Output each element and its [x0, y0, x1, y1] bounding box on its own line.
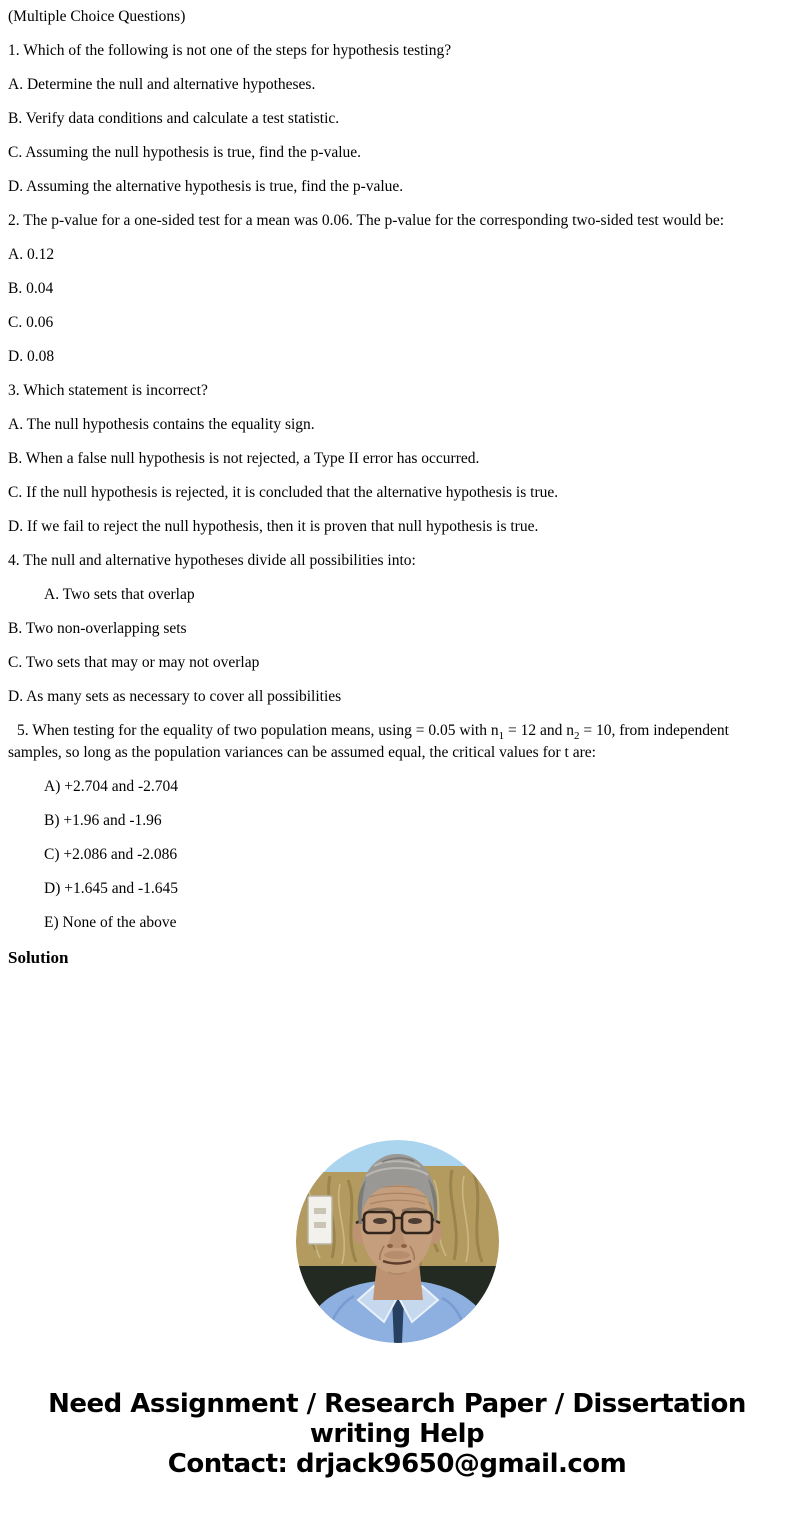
banner-line-1: Need Assignment / Research Paper / Dissertation: [48, 1389, 746, 1419]
question-3-option-c: C. If the null hypothesis is rejected, it is concluded that the alternative hypothesis is true.: [8, 484, 559, 501]
question-4-option-d: D. As many sets as necessary to cover all possibilities: [8, 688, 342, 705]
question-2-text: 2. The p-value for a one-sided test for a mean was 0.06. The p-value for the corresponding two-sided test would be:: [8, 212, 725, 229]
q5-subscript-1: 1: [498, 730, 505, 743]
question-5-option-d: D) +1.645 and -1.645: [44, 880, 179, 897]
question-4-option-c: C. Two sets that may or may not overlap: [8, 654, 260, 671]
question-4-option-b: B. Two non-overlapping sets: [8, 620, 187, 637]
question-2-option-a: A. 0.12: [8, 246, 55, 263]
question-1-text: 1. Which of the following is not one of the steps for hypothesis testing?: [8, 42, 452, 59]
question-3-text: 3. Which statement is incorrect?: [8, 382, 208, 399]
question-1-option-c: C. Assuming the null hypothesis is true, find the p-value.: [8, 144, 362, 161]
banner-line-3: Contact: drjack9650@gmail.com: [167, 1449, 627, 1479]
photo-wall-outlet: [308, 1196, 332, 1244]
question-1-option-d: D. Assuming the alternative hypothesis is true, find the p-value.: [8, 178, 404, 195]
question-3-option-a: A. The null hypothesis contains the equality sign.: [8, 416, 315, 433]
question-4-option-a: A. Two sets that overlap: [44, 586, 195, 603]
question-4-text: 4. The null and alternative hypotheses divide all possibilities into:: [8, 552, 416, 569]
question-5-text: [8, 720, 786, 764]
q5-segment: = 12 and n: [504, 722, 574, 739]
question-2-option-c: C. 0.06: [8, 314, 54, 331]
question-1-option-b: B. Verify data conditions and calculate a test statistic.: [8, 110, 340, 127]
person-avatar-image: [296, 1140, 499, 1343]
question-3-option-d: D. If we fail to reject the null hypothesis, then it is proven that null hypothesis is true.: [8, 518, 539, 535]
question-5-option-b: B) +1.96 and -1.96: [44, 812, 162, 829]
contact-banner: [8, 1389, 786, 1479]
q5-subscript-2: 2: [573, 730, 580, 743]
question-1-option-a: A. Determine the null and alternative hypotheses.: [8, 76, 316, 93]
question-3-option-b: B. When a false null hypothesis is not rejected, a Type II error has occurred.: [8, 450, 480, 467]
question-5-option-a: A) +2.704 and -2.704: [44, 778, 179, 795]
banner-line-2: writing Help: [309, 1419, 485, 1449]
question-2-option-d: D. 0.08: [8, 348, 55, 365]
q5-segment: = 10, from independent samples, so long as the population variances can be assumed equal, the critical values for t are:: [8, 722, 729, 761]
q5-segment: 5. When testing for the equality of two population means, using = 0.05 with n: [17, 722, 499, 739]
question-5-option-c: C) +2.086 and -2.086: [44, 846, 178, 863]
presenter-photo: [296, 1140, 499, 1343]
question-5-option-e: E) None of the above: [44, 914, 177, 931]
doc-title: (Multiple Choice Questions): [8, 8, 186, 25]
question-2-option-b: B. 0.04: [8, 280, 54, 297]
solution-heading: Solution: [8, 948, 69, 967]
